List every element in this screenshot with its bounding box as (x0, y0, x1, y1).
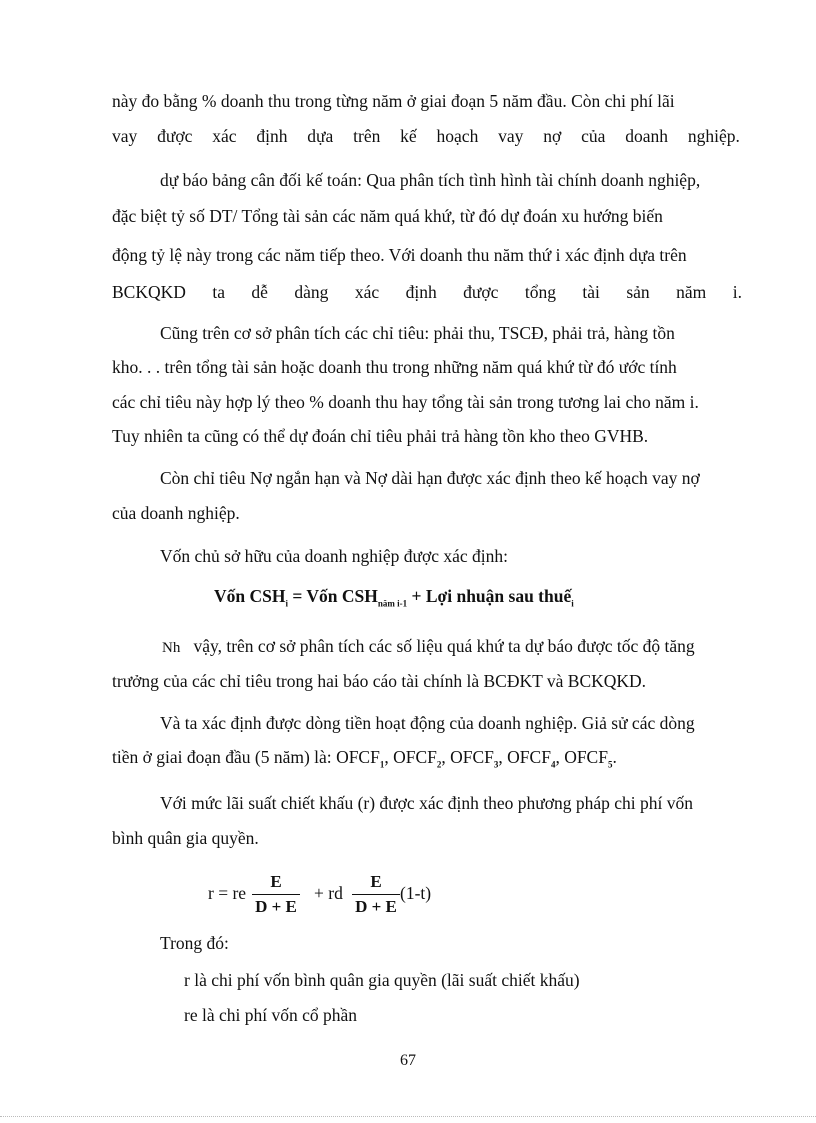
fraction-numerator: E (270, 872, 282, 891)
word: tổng (524, 282, 556, 302)
separator: . (612, 747, 617, 767)
word: sản (626, 282, 650, 302)
paragraph-line: Vốn chủ sở hữu của doanh nghiệp được xác định: (160, 546, 509, 566)
paragraph-line: Với mức lãi suất chiết khấu (r) được xác định theo phương pháp chi phí vốn (160, 793, 693, 813)
paragraph-line (112, 745, 617, 777)
word: được (463, 282, 499, 302)
word: xác (354, 282, 380, 302)
paragraph-line: đặc biệt tỷ số DT/ Tổng tài sản các năm quá khứ, từ đó dự đoán xu hướng biến (112, 206, 663, 226)
paragraph-line: bình quân gia quyền. (112, 828, 259, 848)
paragraph-line: Còn chỉ tiêu Nợ ngắn hạn và Nợ dài hạn được xác định theo kế hoạch vay nợ (160, 468, 700, 488)
ofcf-list (336, 747, 617, 770)
paragraph-line: Cũng trên cơ sở phân tích các chỉ tiêu: phải thu, TSCĐ, phải trả, hàng tồn (160, 323, 675, 343)
fraction-denominator: D + E (355, 897, 397, 916)
paragraph-line: động tỷ lệ này trong các năm tiếp theo. Với doanh thu năm thứ i xác định dựa trên (112, 245, 687, 265)
ofcf-term: OFCF (393, 747, 437, 767)
ofcf-subscript: 4 (550, 759, 556, 770)
separator: , (555, 747, 565, 767)
formula-plus: + Lợi nhuận sau thuế (407, 586, 572, 606)
paragraph-line: kho. . . trên tổng tài sản hoặc doanh thu trong những năm quá khứ từ đó ước tính (112, 357, 677, 377)
word: kế (400, 126, 417, 146)
word: trên (353, 126, 381, 146)
fraction-bar (252, 894, 300, 895)
word: định (256, 126, 288, 146)
ofcf-subscript: 2 (436, 759, 442, 770)
formula-lhs: Vốn CSH (214, 586, 286, 606)
paragraph-line: Và ta xác định được dòng tiền hoạt động của doanh nghiệp. Giả sử các dòng (160, 713, 695, 733)
page-bottom-divider (0, 1116, 816, 1117)
formula-sub: i (571, 598, 574, 609)
equity-formula (214, 586, 574, 609)
formula-sub: i (285, 598, 288, 609)
paragraph-line: các chỉ tiêu này hợp lý theo % doanh thu hay tổng tài sản trong tương lai cho năm i. (112, 392, 699, 412)
ofcf-term: OFCF (450, 747, 494, 767)
word: nợ (543, 126, 562, 146)
paragraph-line: trưởng của các chỉ tiêu trong hai báo cáo tài chính là BCĐKT và BCKQKD. (112, 671, 647, 691)
ofcf-term: OFCF (336, 747, 380, 767)
fraction-numerator: E (370, 872, 382, 891)
ofcf-subscript: 3 (493, 759, 499, 770)
separator: , (498, 747, 508, 767)
paragraph-line: Tuy nhiên ta cũng có thể dự đoán chỉ tiêu phải trả hàng tồn kho theo GVHB. (112, 426, 649, 446)
ofcf-term: OFCF (564, 747, 608, 767)
wacc-plus-rd: + rd (314, 883, 343, 903)
paragraph-line (162, 634, 695, 660)
formula-eq: = Vốn CSH (288, 586, 378, 606)
formula-sub: năm i-1 (377, 598, 408, 609)
paragraph-line-justified (112, 280, 742, 304)
word: vay (498, 126, 524, 146)
word: i. (732, 282, 742, 302)
word: dựa (307, 126, 334, 146)
paragraph-line-justified (112, 124, 740, 148)
paragraph-line: dự báo bảng cân đối kế toán: Qua phân tích tình hình tài chính doanh nghiệp, (160, 170, 701, 190)
word: dễ (251, 282, 268, 302)
word: dàng (294, 282, 329, 302)
word: doanh (625, 126, 669, 146)
page-number: 67 (400, 1052, 416, 1069)
paragraph-line: này đo bằng % doanh thu trong từng năm ở giai đoạn 5 năm đầu. Còn chi phí lãi (112, 91, 675, 111)
line-prefix: Nh (162, 640, 181, 656)
fraction-denominator: D + E (255, 897, 297, 916)
word: tài (582, 282, 600, 302)
ofcf-subscript: 5 (607, 759, 613, 770)
ofcf-subscript: 1 (379, 759, 385, 770)
wacc-tail: (1-t) (400, 883, 432, 903)
paragraph-line: của doanh nghiệp. (112, 503, 240, 523)
fraction-e-over-d-plus-e (252, 871, 300, 918)
word: nghiệp. (687, 126, 740, 146)
separator: , (441, 747, 451, 767)
word: BCKQKD (112, 282, 186, 302)
word: của (581, 126, 606, 146)
fraction-e-over-d-plus-e (352, 871, 400, 918)
word: ta (212, 282, 225, 302)
wacc-lhs: r = re (208, 883, 247, 903)
paragraph-line: Trong đó: (160, 933, 229, 953)
paragraph-line: re là chi phí vốn cổ phần (184, 1005, 358, 1025)
paragraph-line: r là chi phí vốn bình quân gia quyền (lãi suất chiết khấu) (184, 970, 580, 990)
word: xác (212, 126, 237, 146)
word: định (405, 282, 437, 302)
line-text: vậy, trên cơ sở phân tích các số liệu quá khứ ta dự báo được tốc độ tăng (193, 636, 695, 656)
word: hoạch (436, 126, 479, 146)
word: năm (676, 282, 707, 302)
word: được (157, 126, 193, 146)
fraction-bar (352, 894, 400, 895)
ofcf-term: OFCF (507, 747, 551, 767)
line-text: tiền ở giai đoạn đầu (5 năm) là: (112, 747, 337, 767)
word: vay (112, 126, 138, 146)
separator: , (384, 747, 394, 767)
